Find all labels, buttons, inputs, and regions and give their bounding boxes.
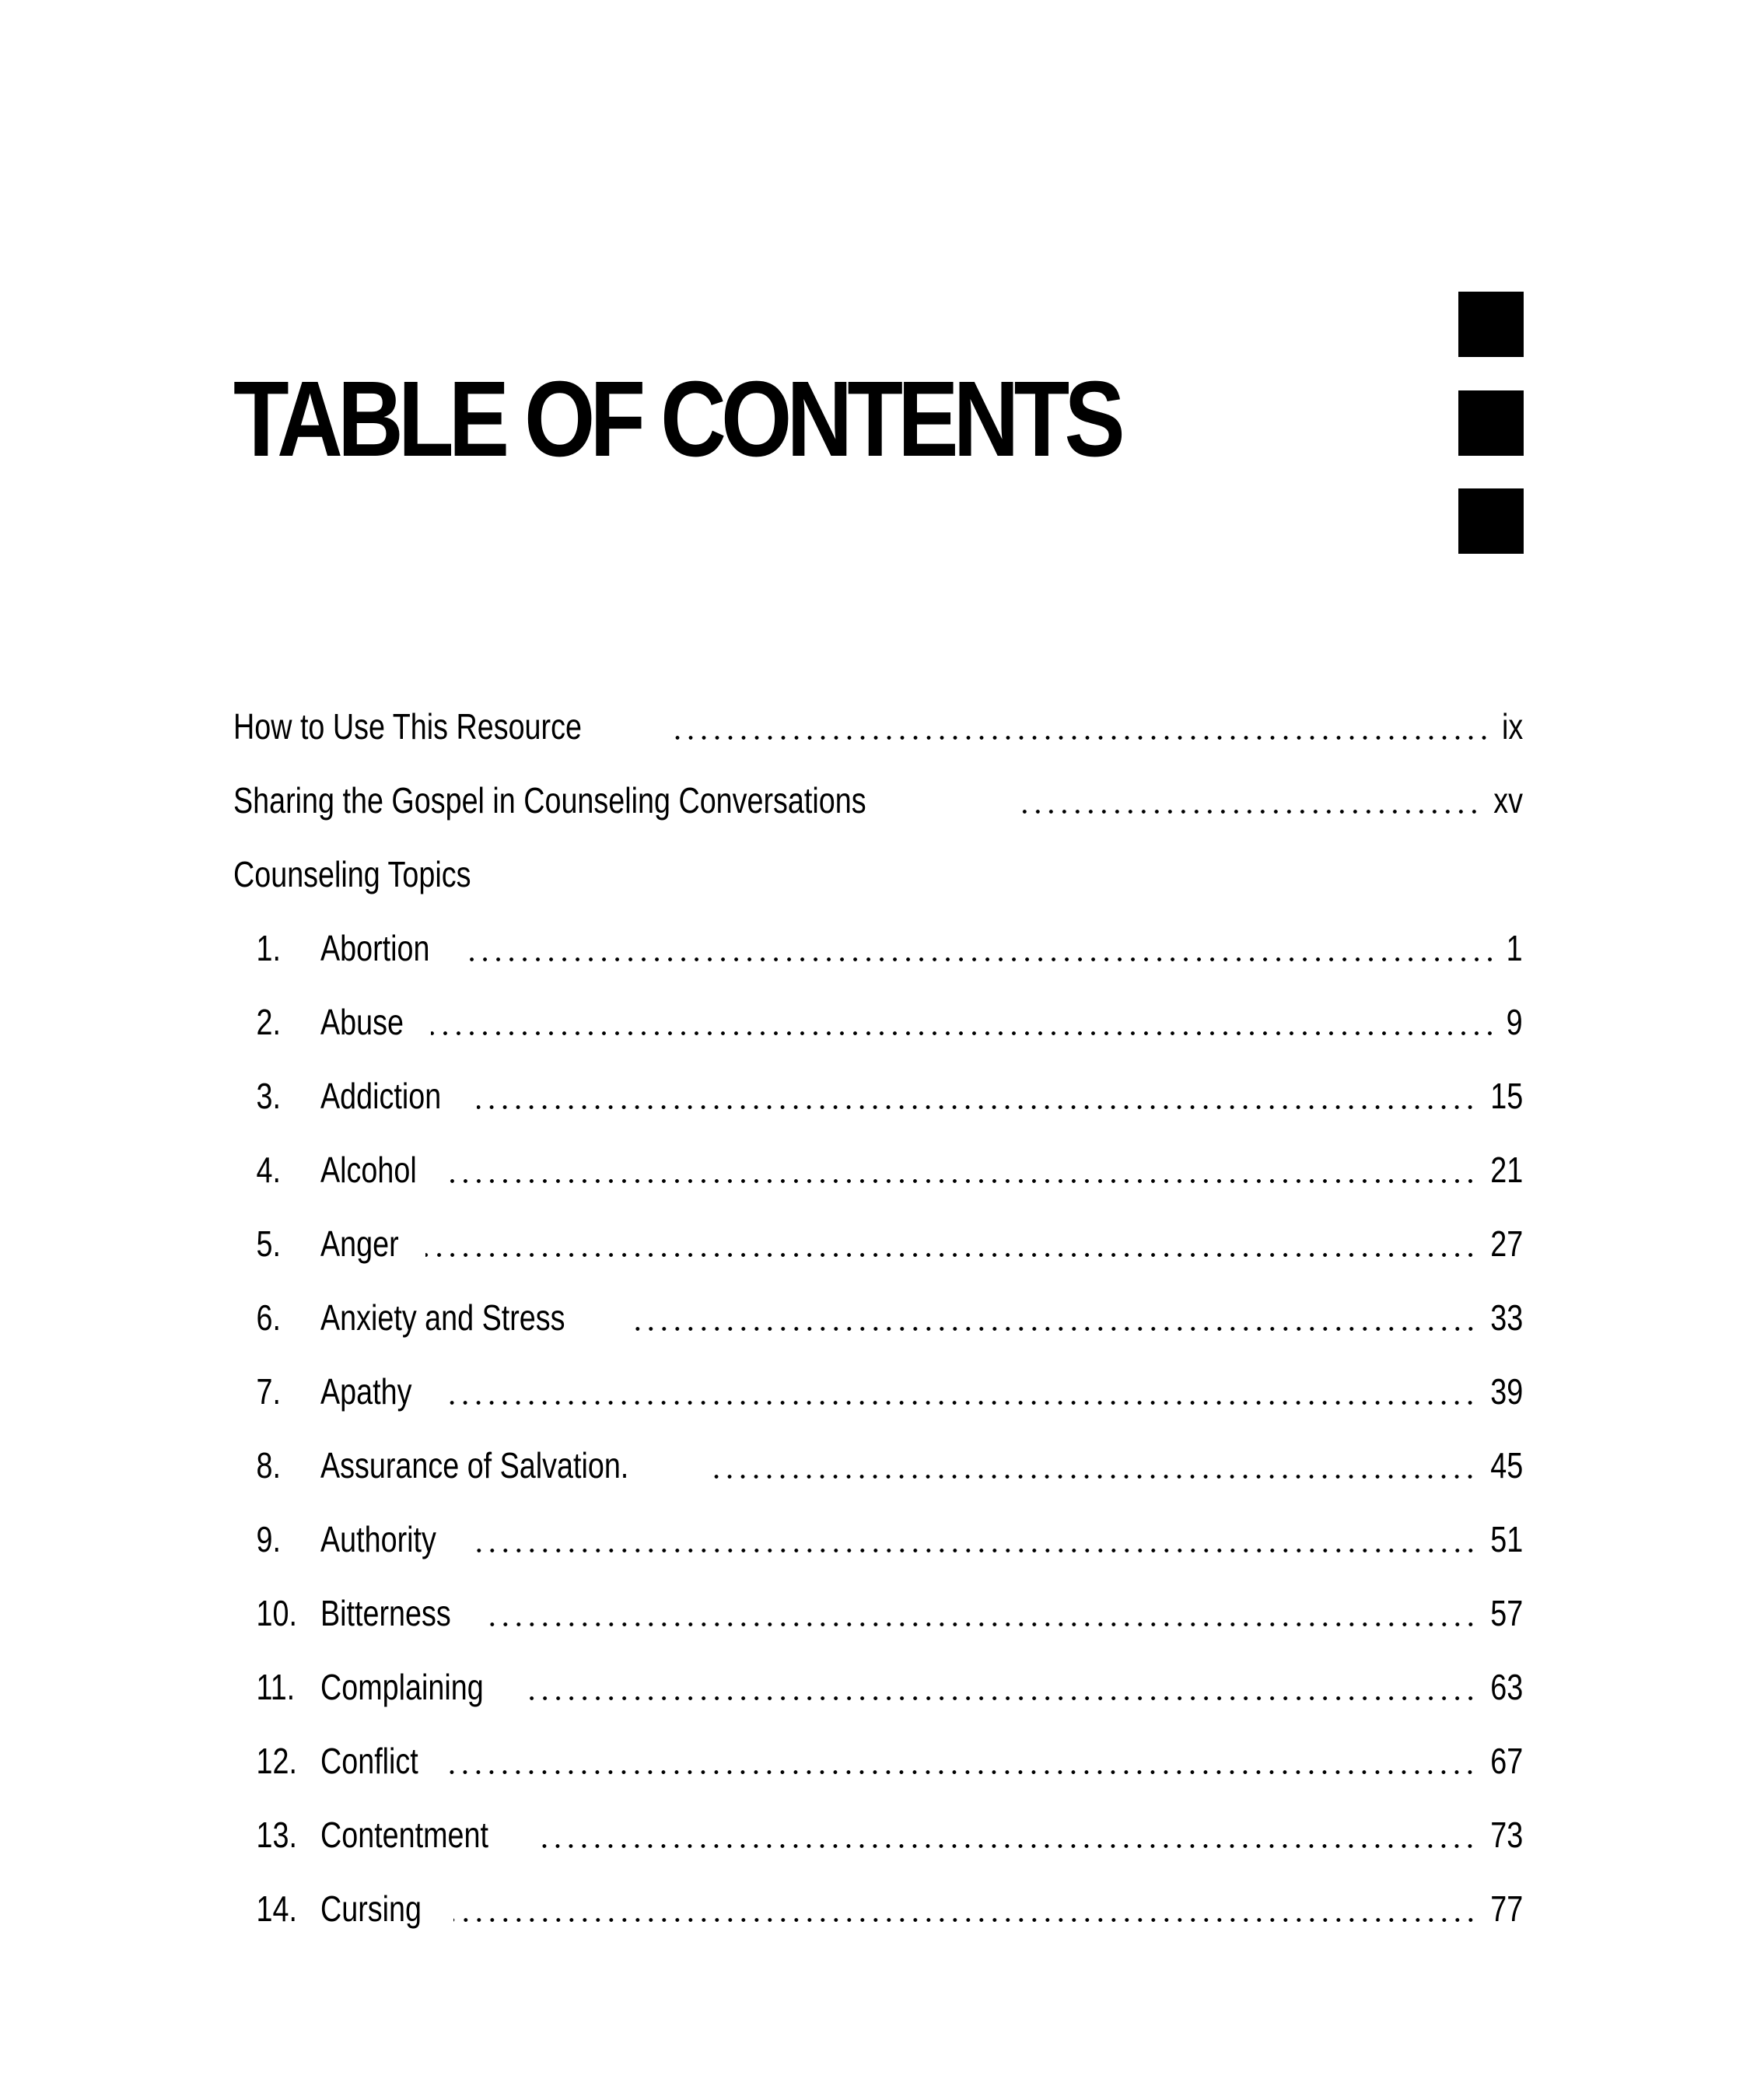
toc-entry-label: Conflict	[320, 1741, 418, 1781]
toc-entry-topic[interactable]	[233, 1342, 1523, 1416]
toc-entry-number: 8.	[256, 1445, 281, 1486]
toc-entry-page: 45	[1490, 1445, 1523, 1486]
toc-entry-topic[interactable]	[233, 1711, 1523, 1785]
toc-entry-label: Assurance of Salvation.	[320, 1445, 629, 1486]
toc-entry-topic[interactable]	[233, 1785, 1523, 1859]
toc-entry-topic[interactable]	[233, 1637, 1523, 1711]
toc-entry-label: Addiction	[320, 1076, 442, 1116]
toc-entry-page: 51	[1490, 1519, 1523, 1559]
toc-entry-topic[interactable]	[233, 1046, 1523, 1120]
toc-entry-page: 27	[1490, 1223, 1523, 1264]
toc-entry-topic[interactable]	[233, 898, 1523, 972]
decorative-square-middle	[1458, 390, 1524, 456]
dot-leader	[471, 1489, 1477, 1563]
page-title: TABLE OF CONTENTS	[233, 359, 1120, 479]
toc-entry-number: 7.	[256, 1371, 281, 1412]
toc-entry-page: 1	[1507, 928, 1523, 968]
toc-entry-number: 9.	[256, 1519, 281, 1559]
toc-entry-label: Alcohol	[320, 1150, 417, 1190]
dot-leader	[1014, 751, 1481, 824]
toc-entry-page: 73	[1490, 1815, 1523, 1855]
toc-entry-page: 57	[1490, 1593, 1523, 1633]
topic-list	[233, 898, 1523, 1933]
toc-entry-label: Apathy	[320, 1371, 412, 1412]
toc-entry-number: 12.	[256, 1741, 297, 1781]
dot-leader	[441, 1342, 1477, 1416]
toc-entry-topic[interactable]	[233, 1489, 1523, 1563]
toc-entry-page: xv	[1493, 780, 1523, 821]
toc-entry-number: 5.	[256, 1223, 281, 1264]
toc-entry-page: 33	[1490, 1297, 1523, 1338]
dot-leader	[534, 1785, 1476, 1859]
toc-entry-number: 1.	[256, 928, 281, 968]
toc-entry-number: 2.	[256, 1002, 281, 1042]
decorative-square-top	[1458, 292, 1524, 357]
toc-entry-page: 21	[1490, 1150, 1523, 1190]
toc-entry-page: ix	[1501, 706, 1523, 747]
toc-entry-label: Contentment	[320, 1815, 488, 1855]
toc-entry-label: Cursing	[320, 1888, 422, 1929]
dot-leader	[705, 1416, 1477, 1489]
toc-entry-page: 15	[1490, 1076, 1523, 1116]
dot-leader	[431, 972, 1496, 1046]
toc-entry-number: 10.	[256, 1593, 297, 1633]
dot-leader	[529, 1637, 1477, 1711]
toc-entry-how-to-use[interactable]	[233, 677, 1523, 751]
dot-leader	[628, 1268, 1477, 1342]
toc-entry-topic[interactable]	[233, 1120, 1523, 1194]
dot-leader	[447, 1120, 1477, 1194]
toc-entry-page: 63	[1490, 1667, 1523, 1707]
toc-entry-topic[interactable]	[233, 1416, 1523, 1489]
dot-leader	[477, 1046, 1477, 1120]
toc-entry-sharing-the-gospel[interactable]	[233, 751, 1523, 824]
dot-leader	[667, 677, 1491, 751]
toc-entry-page: 9	[1507, 1002, 1523, 1042]
toc-entry-page: 67	[1490, 1741, 1523, 1781]
toc-entry-page: 39	[1490, 1371, 1523, 1412]
toc-entry-topic[interactable]	[233, 1194, 1523, 1268]
toc-entry-number: 6.	[256, 1297, 281, 1338]
toc-entry-number: 4.	[256, 1150, 281, 1190]
toc-entry-topic[interactable]	[233, 1563, 1523, 1637]
toc-entry-label: Sharing the Gospel in Counseling Conversations	[233, 780, 866, 821]
toc-entry-topic[interactable]	[233, 972, 1523, 1046]
decorative-square-bottom	[1458, 488, 1524, 554]
toc-entry-label: Abuse	[320, 1002, 404, 1042]
dot-leader	[449, 1711, 1476, 1785]
toc-section-heading	[233, 824, 1523, 898]
dot-leader	[463, 898, 1496, 972]
dot-leader	[425, 1194, 1477, 1268]
toc-entry-number: 13.	[256, 1815, 297, 1855]
toc-entry-label: Bitterness	[320, 1593, 451, 1633]
toc-entry-number: 11.	[256, 1667, 296, 1707]
section-heading-label: Counseling Topics	[233, 854, 471, 894]
toc-entry-label: Abortion	[320, 928, 430, 968]
toc-entry-label: How to Use This Resource	[233, 706, 582, 747]
toc-entry-topic[interactable]	[233, 1859, 1523, 1933]
toc-entry-topic[interactable]	[233, 1268, 1523, 1342]
toc-entry-number: 14.	[256, 1888, 297, 1929]
table-of-contents	[233, 677, 1523, 1933]
toc-entry-number: 3.	[256, 1076, 281, 1116]
toc-entry-label: Authority	[320, 1519, 436, 1559]
toc-entry-label: Anger	[320, 1223, 399, 1264]
toc-entry-page: 77	[1490, 1888, 1523, 1929]
dot-leader	[453, 1859, 1477, 1933]
toc-entry-label: Anxiety and Stress	[320, 1297, 565, 1338]
toc-entry-label: Complaining	[320, 1667, 484, 1707]
dot-leader	[489, 1563, 1477, 1637]
